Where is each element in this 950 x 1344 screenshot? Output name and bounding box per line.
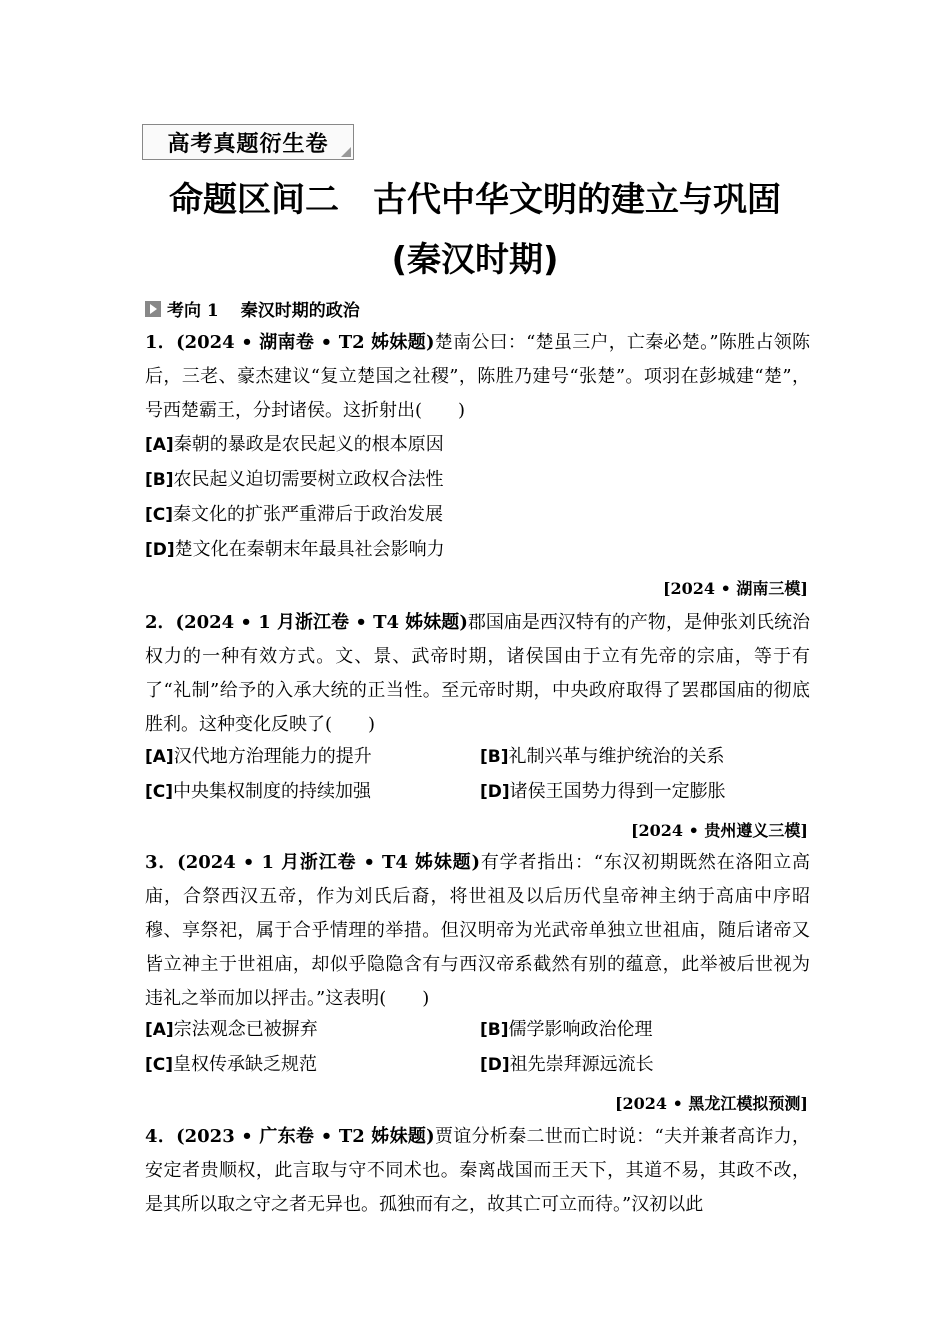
question-stem: 贾谊分析秦二世而亡时说：“夫并兼者高诈力，安定者贵顺权，此言取与守不同术也。秦离战国而王天下，其道不易，其政不改，是其所以取之守之者无异也。孤独而有之，故其亡可立而待。”汉初以此 xyxy=(145,1126,810,1215)
badge-corner-decoration xyxy=(341,147,351,157)
page-subtitle: (秦汉时期) xyxy=(391,240,559,280)
question-number: 2． xyxy=(145,612,176,633)
section-title: 秦汉时期的政治 xyxy=(240,301,360,321)
option-label: [C] xyxy=(145,782,174,802)
option-a[interactable] xyxy=(145,740,372,774)
option-label: [C] xyxy=(145,1055,174,1075)
option-text: 秦朝的暴政是农民起义的根本原因 xyxy=(173,434,444,455)
question-1 xyxy=(145,326,810,428)
option-d[interactable] xyxy=(480,775,726,809)
option-text: 诸侯王国势力得到一定膨胀 xyxy=(509,781,726,802)
option-b[interactable] xyxy=(145,463,444,497)
question-reference: [2024 • 贵州遵义三模] xyxy=(630,821,808,840)
option-text: 礼制兴革与维护统治的关系 xyxy=(508,746,725,767)
option-c[interactable] xyxy=(145,498,443,532)
option-text: 祖先崇拜源远流长 xyxy=(509,1054,654,1075)
option-label: [B] xyxy=(145,470,174,490)
option-d[interactable] xyxy=(145,533,445,567)
option-text: 儒学影响政治伦理 xyxy=(508,1019,653,1040)
question-source: (2024 • 1 月浙江卷 • T4 姊妹题) xyxy=(177,852,481,873)
question-2 xyxy=(145,606,810,742)
question-stem: 楚南公曰：“楚虽三户，亡秦必楚。”陈胜占领陈后，三老、豪杰建议“复立楚国之社稷”，陈胜乃建号“张楚”。项羽在彭城建“楚”，号西楚霸王，分封诸侯。这折射出( ) xyxy=(145,332,810,421)
option-text: 皇权传承缺乏规范 xyxy=(173,1054,318,1075)
option-label: [D] xyxy=(145,540,175,560)
question-reference: [2024 • 黑龙江模拟预测] xyxy=(614,1094,808,1113)
badge-label: 高考真题衍生卷 xyxy=(167,130,329,157)
option-c[interactable] xyxy=(145,1048,317,1082)
option-b[interactable] xyxy=(480,740,725,774)
option-text: 农民起义迫切需要树立政权合法性 xyxy=(173,469,444,490)
section-label: 考向 1 xyxy=(167,301,219,321)
option-label: [C] xyxy=(145,505,174,525)
option-text: 楚文化在秦朝末年最具社会影响力 xyxy=(174,539,445,560)
question-source: (2024 • 1 月浙江卷 • T4 姊妹题) xyxy=(175,612,468,633)
option-label: [B] xyxy=(480,747,509,767)
option-label: [D] xyxy=(480,1055,510,1075)
option-c[interactable] xyxy=(145,775,371,809)
option-a[interactable] xyxy=(145,1013,318,1047)
option-text: 中央集权制度的持续加强 xyxy=(173,781,372,802)
option-label: [A] xyxy=(145,435,174,455)
question-4 xyxy=(145,1120,810,1222)
option-text: 汉代地方治理能力的提升 xyxy=(173,746,372,767)
option-label: [A] xyxy=(145,747,174,767)
question-reference: [2024 • 湖南三模] xyxy=(662,579,808,598)
question-stem: 有学者指出：“东汉初期既然在洛阳立高庙，合祭西汉五帝，作为刘氏后裔，将世祖及以后历代皇帝神主纳于高庙中序昭穆、享祭祀，属于合乎情理的举措。但汉明帝为光武帝单独立世祖庙，随后诸帝又皆立神主于世祖庙，却似乎隐隐含有与西汉帝系截然有别的蕴意，此举被后世视为违礼之举而加以抨击。”这表明( ) xyxy=(145,852,811,1009)
question-number: 1． xyxy=(145,332,177,353)
option-text: 秦文化的扩张严重滞后于政治发展 xyxy=(173,504,444,525)
question-source: (2024 • 湖南卷 • T2 姊妹题) xyxy=(176,332,435,353)
option-a[interactable] xyxy=(145,428,444,462)
option-label: [A] xyxy=(145,1020,174,1040)
option-label: [B] xyxy=(480,1020,509,1040)
option-text: 宗法观念已被摒弃 xyxy=(173,1019,318,1040)
option-d[interactable] xyxy=(480,1048,654,1082)
page-title: 命题区间二 古代中华文明的建立与巩固 xyxy=(169,180,781,220)
exam-badge xyxy=(142,124,354,160)
option-b[interactable] xyxy=(480,1013,653,1047)
question-number: 4． xyxy=(145,1126,177,1147)
question-stem: 郡国庙是西汉特有的产物，是伸张刘氏统治权力的一种有效方式。文、景、武帝时期，诸侯国由于立有先帝的宗庙，等于有了“礼制”给予的入承大统的正当性。至元帝时期，中央政府取得了罢郡国庙的彻底胜利。这种变化反映了( ) xyxy=(145,612,810,735)
play-triangle-icon xyxy=(145,301,161,317)
question-source: (2023 • 广东卷 • T2 姊妹题) xyxy=(176,1126,435,1147)
section-heading xyxy=(145,296,360,321)
option-label: [D] xyxy=(480,782,510,802)
question-3 xyxy=(145,846,810,1016)
question-number: 3． xyxy=(145,852,178,873)
